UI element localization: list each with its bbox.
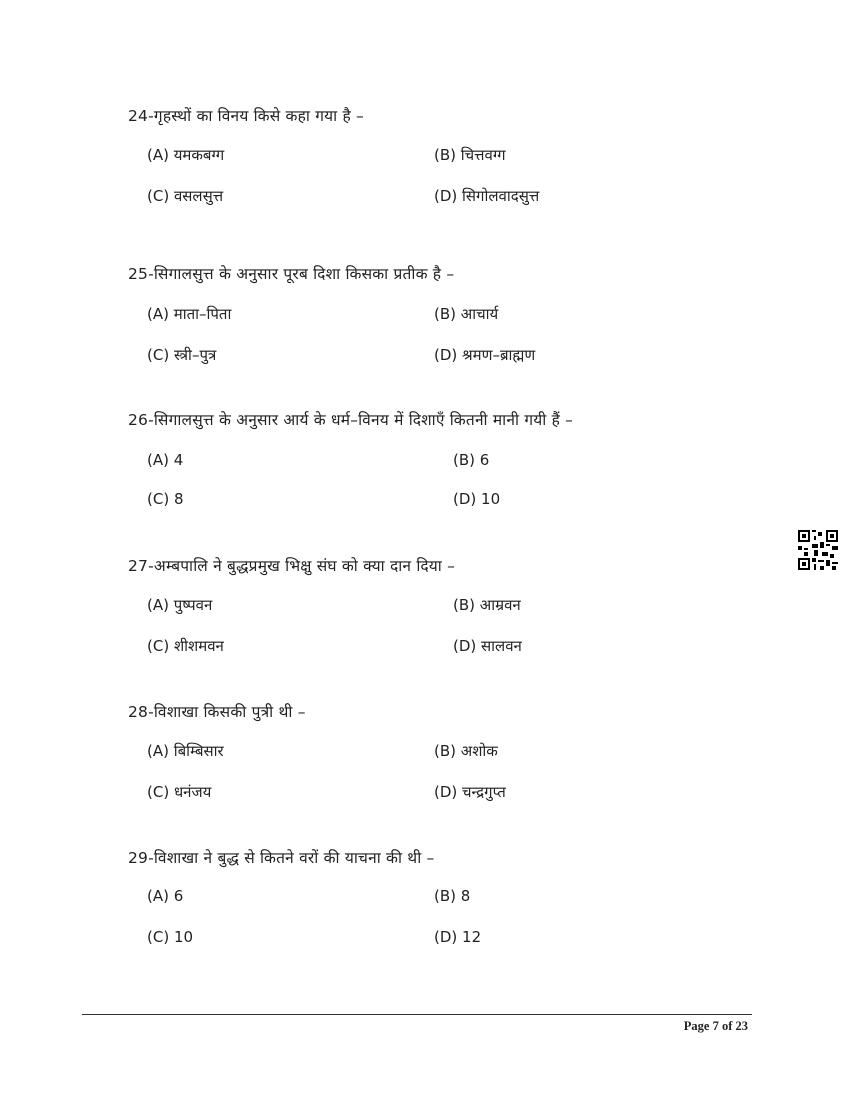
option-b: (B) आचार्य <box>434 305 499 323</box>
option-d: (D) सिगोलवादसुत्त <box>434 187 540 205</box>
question-text: 25-सिगालसुत्त के अनुसार पूरब दिशा किसका प्रतीक है – <box>128 265 455 283</box>
question-text: 24-गृहस्थों का विनय किसे कहा गया है – <box>128 107 365 125</box>
question-text: 26-सिगालसुत्त के अनुसार आर्य के धर्म–विनय में दिशाएँ कितनी मानी गयी हैं – <box>128 411 574 429</box>
page-number: Page 7 of 23 <box>683 1019 748 1033</box>
option-c: (C) शीशमवन <box>147 637 224 655</box>
option-c: (C) 10 <box>147 928 194 946</box>
option-d: (D) 10 <box>453 490 501 508</box>
option-a: (A) यमकबग्ग <box>147 146 225 164</box>
option-a: (A) पुष्पवन <box>147 596 213 614</box>
option-c: (C) वसलसुत्त <box>147 187 224 205</box>
option-a: (A) 4 <box>147 451 184 469</box>
question-text: 27-अम्बपालि ने बुद्धप्रमुख भिक्षु संघ को क्या दान दिया – <box>128 557 456 575</box>
option-c: (C) धनंजय <box>147 783 212 801</box>
option-a: (A) बिम्बिसार <box>147 742 224 760</box>
qr-code-icon <box>798 530 838 570</box>
option-a: (A) 6 <box>147 887 184 905</box>
question-text: 29-विशाखा ने बुद्ध से कितने वरों की याचना की थी – <box>128 849 435 867</box>
option-d: (D) सालवन <box>453 637 522 655</box>
option-a: (A) माता–पिता <box>147 305 232 323</box>
option-b: (B) 6 <box>453 451 490 469</box>
option-d: (D) श्रमण–ब्राह्मण <box>434 346 536 364</box>
option-b: (B) 8 <box>434 887 471 905</box>
option-c: (C) स्त्री–पुत्र <box>147 346 217 364</box>
question-text: 28-विशाखा किसकी पुत्री थी – <box>128 703 306 721</box>
option-d: (D) चन्द्रगुप्त <box>434 783 506 801</box>
footer-divider <box>82 1014 752 1015</box>
option-b: (B) आम्रवन <box>453 596 521 614</box>
option-b: (B) अशोक <box>434 742 498 760</box>
option-b: (B) चित्तवग्ग <box>434 146 506 164</box>
option-c: (C) 8 <box>147 490 184 508</box>
option-d: (D) 12 <box>434 928 482 946</box>
